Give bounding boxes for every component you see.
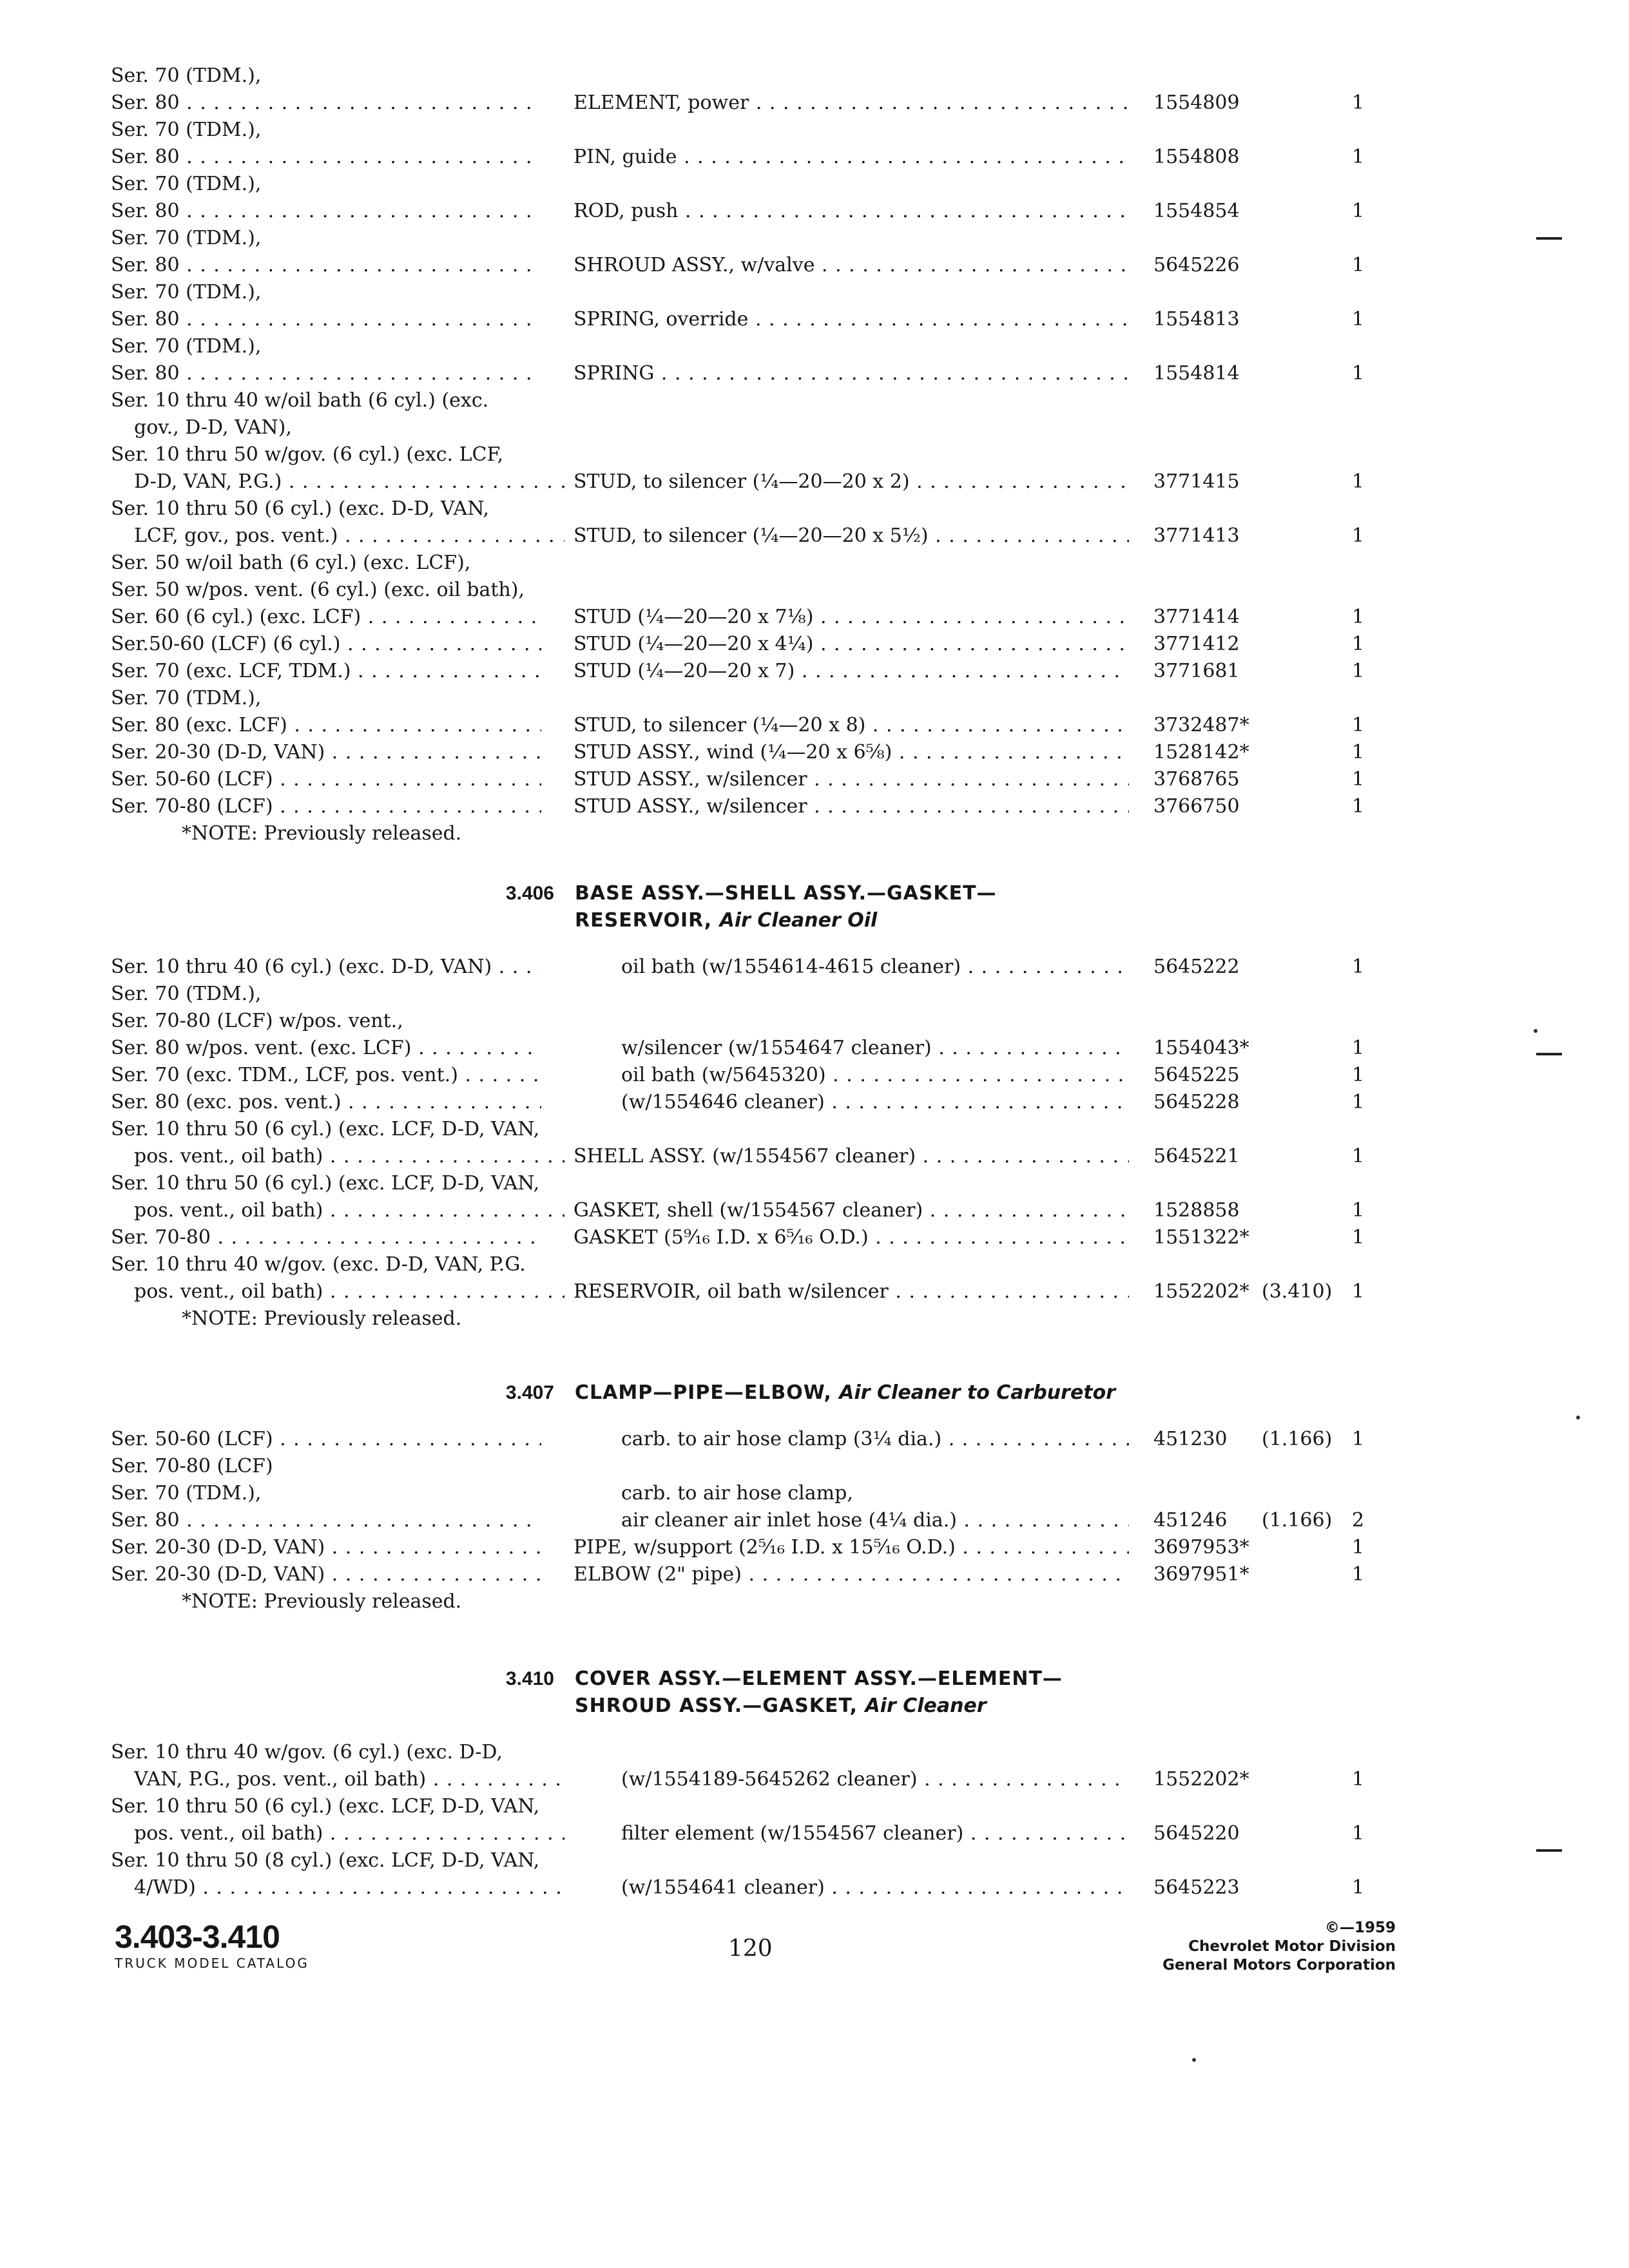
part-description: (w/1554646 cleaner) . . . xyxy=(621,1089,1129,1116)
applicability-line: Ser. 70 (TDM.), xyxy=(111,173,262,195)
scan-speck xyxy=(1192,2058,1196,2062)
part-number: 1528858 xyxy=(1153,1199,1240,1222)
applicability-line: Ser. 10 thru 50 (8 cyl.) (exc. LCF, D-D, VAN, xyxy=(111,1849,540,1872)
section-number: 3.410 xyxy=(505,1668,554,1689)
quantity: 1 xyxy=(1352,362,1365,385)
applicability-line: Ser.50-60 (LCF) (6 cyl.) . . . xyxy=(111,631,541,658)
quantity: 1 xyxy=(1352,1064,1365,1086)
quantity: 1 xyxy=(1352,1768,1365,1791)
section-title xyxy=(575,880,997,907)
part-description: STUD, to silencer (¼—20—20 x 5½) . . . xyxy=(574,523,1129,550)
footnote: *NOTE: Previously released. xyxy=(182,1590,462,1613)
page-number: 120 xyxy=(728,1936,773,1962)
part-description: STUD ASSY., w/silencer . . . xyxy=(574,766,1129,793)
part-description: ROD, push . . . xyxy=(574,198,1129,225)
part-number: 3768765 xyxy=(1153,768,1240,791)
applicability-line: Ser. 50 w/oil bath (6 cyl.) (exc. LCF), xyxy=(111,552,471,574)
quantity: 1 xyxy=(1352,1037,1365,1059)
quantity: 1 xyxy=(1352,91,1365,114)
section-title-line2 xyxy=(575,907,877,934)
part-description-prefix: carb. to air hose clamp, xyxy=(621,1482,853,1504)
applicability-line: Ser. 80 . . . xyxy=(111,90,541,117)
footnote: *NOTE: Previously released. xyxy=(182,822,462,845)
quantity: 1 xyxy=(1352,1145,1365,1168)
scan-edge-mark xyxy=(1536,1053,1562,1055)
reference-number: (3.410) xyxy=(1262,1280,1333,1303)
applicability-line: Ser. 50-60 (LCF) . . . xyxy=(111,766,541,793)
part-description: oil bath (w/1554614-4615 cleaner) . . . xyxy=(621,954,1129,981)
part-description: STUD ASSY., wind (¼—20 x 6⅝) . . . xyxy=(574,739,1129,766)
applicability-line: Ser. 70 (TDM.), xyxy=(111,64,262,87)
applicability-line: LCF, gov., pos. vent.) . . . xyxy=(111,523,564,550)
quantity: 1 xyxy=(1352,1822,1365,1845)
applicability-line: Ser. 10 thru 50 (6 cyl.) (exc. LCF, D-D, VAN, xyxy=(111,1118,540,1140)
footnote: *NOTE: Previously released. xyxy=(182,1307,462,1330)
part-number: 3732487* xyxy=(1153,714,1249,736)
reference-number: (1.166) xyxy=(1262,1428,1333,1450)
section-title-subject: Air Cleaner Oil xyxy=(719,909,878,932)
part-description: air cleaner air inlet hose (4¼ dia.) . . . xyxy=(621,1507,1129,1534)
applicability-line: Ser. 50-60 (LCF) . . . xyxy=(111,1426,541,1453)
quantity: 1 xyxy=(1352,1876,1365,1899)
part-number: 5645228 xyxy=(1153,1091,1240,1113)
applicability-line: Ser. 10 thru 40 w/gov. (exc. D-D, VAN, P.G. xyxy=(111,1253,526,1276)
part-number: 3771681 xyxy=(1153,660,1240,682)
part-number: 451246 xyxy=(1153,1509,1228,1532)
applicability-line: Ser. 80 . . . xyxy=(111,306,541,333)
part-number: 5645221 xyxy=(1153,1145,1240,1168)
applicability-line: Ser. 80 . . . xyxy=(111,360,541,387)
section-title-text: BASE ASSY.—SHELL ASSY.—GASKET— xyxy=(575,882,997,905)
reference-number: (1.166) xyxy=(1262,1509,1333,1532)
applicability-line: Ser. 70 (TDM.), xyxy=(111,335,262,358)
quantity: 1 xyxy=(1352,200,1365,222)
part-number: 3697953* xyxy=(1153,1536,1249,1559)
applicability-line: pos. vent., oil bath) . . . xyxy=(111,1820,564,1847)
applicability-line: Ser. 10 thru 50 w/gov. (6 cyl.) (exc. LCF, xyxy=(111,443,504,466)
applicability-line: Ser. 80 . . . xyxy=(111,144,541,171)
part-description: SPRING, override . . . xyxy=(574,306,1129,333)
quantity: 1 xyxy=(1352,1280,1365,1303)
applicability-line: Ser. 70 (exc. TDM., LCF, pos. vent.) . . . xyxy=(111,1062,541,1089)
applicability-line: gov., D-D, VAN), xyxy=(134,416,292,439)
quantity: 1 xyxy=(1352,606,1365,628)
footer-division: Chevrolet Motor Division xyxy=(1188,1938,1396,1955)
applicability-line: Ser. 70 (TDM.), xyxy=(111,983,262,1005)
applicability-line: Ser. 80 w/pos. vent. (exc. LCF) . . . xyxy=(111,1035,541,1062)
section-title xyxy=(575,1379,1115,1407)
quantity: 1 xyxy=(1352,1199,1365,1222)
part-number: 1554809 xyxy=(1153,91,1240,114)
applicability-line: Ser. 70 (TDM.), xyxy=(111,281,262,303)
section-number: 3.406 xyxy=(505,883,554,904)
applicability-line: Ser. 70-80 (LCF) w/pos. vent., xyxy=(111,1010,403,1032)
part-number: 3771413 xyxy=(1153,524,1240,547)
applicability-line: Ser. 80 (exc. LCF) . . . xyxy=(111,712,541,739)
section-title-text: RESERVOIR, xyxy=(575,909,720,932)
applicability-line: Ser. 70 (TDM.), xyxy=(111,119,262,141)
section-title xyxy=(575,1666,1063,1693)
part-description: STUD (¼—20—20 x 4¼) . . . xyxy=(574,631,1129,658)
applicability-line: Ser. 70 (TDM.), xyxy=(111,1482,262,1504)
applicability-line: Ser. 70 (exc. LCF, TDM.) . . . xyxy=(111,658,541,685)
scan-speck xyxy=(1576,1416,1580,1419)
section-title-text: COVER ASSY.—ELEMENT ASSY.—ELEMENT— xyxy=(575,1667,1063,1690)
part-description: SHELL ASSY. (w/1554567 cleaner) . . . xyxy=(574,1143,1129,1170)
footer-corp: General Motors Corporation xyxy=(1162,1957,1396,1974)
quantity: 1 xyxy=(1352,714,1365,736)
quantity: 1 xyxy=(1352,308,1365,331)
part-description: SPRING . . . xyxy=(574,360,1129,387)
section-title-subject: Air Cleaner xyxy=(865,1695,987,1717)
footer-catalog-name: TRUCK MODEL CATALOG xyxy=(115,1956,309,1971)
part-description: GASKET, shell (w/1554567 cleaner) . . . xyxy=(574,1197,1129,1224)
part-description: SHROUD ASSY., w/valve . . . xyxy=(574,252,1129,279)
applicability-line: Ser. 80 . . . xyxy=(111,1507,541,1534)
applicability-line: Ser. 70-80 (LCF) xyxy=(111,1455,273,1477)
quantity: 1 xyxy=(1352,254,1365,276)
part-description: ELBOW (2" pipe) . . . xyxy=(574,1561,1129,1588)
quantity: 1 xyxy=(1352,741,1365,764)
scan-edge-mark xyxy=(1536,1849,1562,1852)
applicability-line: VAN, P.G., pos. vent., oil bath) . . . xyxy=(111,1766,564,1793)
quantity: 1 xyxy=(1352,1428,1365,1450)
section-title-text: SHROUD ASSY.—GASKET, xyxy=(575,1695,865,1717)
part-number: 5645220 xyxy=(1153,1822,1240,1845)
scan-edge-mark xyxy=(1536,237,1562,240)
part-number: 1552202* xyxy=(1153,1768,1249,1791)
scan-speck xyxy=(1534,1029,1537,1033)
applicability-line: Ser. 80 . . . xyxy=(111,252,541,279)
quantity: 1 xyxy=(1352,1226,1365,1249)
part-description: (w/1554189-5645262 cleaner) . . . xyxy=(621,1766,1129,1793)
applicability-line: D-D, VAN, P.G.) . . . xyxy=(111,468,564,495)
quantity: 1 xyxy=(1352,470,1365,493)
applicability-line: pos. vent., oil bath) . . . xyxy=(111,1143,564,1170)
part-number: 1554814 xyxy=(1153,362,1240,385)
part-description: PIPE, w/support (2⁵⁄₁₆ I.D. x 15⁵⁄₁₆ O.D.) . . . xyxy=(574,1534,1129,1561)
part-number: 451230 xyxy=(1153,1428,1228,1450)
part-description: (w/1554641 cleaner) . . . xyxy=(621,1874,1129,1901)
applicability-line: Ser. 10 thru 50 (6 cyl.) (exc. D-D, VAN, xyxy=(111,497,490,520)
part-description: STUD (¼—20—20 x 7) . . . xyxy=(574,658,1129,685)
footer-section-range: 3.403-3.410 xyxy=(115,1919,280,1955)
applicability-line: Ser. 20-30 (D-D, VAN) . . . xyxy=(111,1561,541,1588)
part-description: STUD ASSY., w/silencer . . . xyxy=(574,793,1129,820)
quantity: 1 xyxy=(1352,146,1365,168)
quantity: 1 xyxy=(1352,1536,1365,1559)
part-number: 1552202* xyxy=(1153,1280,1249,1303)
part-number: 3697951* xyxy=(1153,1563,1249,1586)
quantity: 1 xyxy=(1352,795,1365,818)
quantity: 1 xyxy=(1352,660,1365,682)
applicability-line: Ser. 10 thru 40 w/oil bath (6 cyl.) (exc. xyxy=(111,389,489,412)
part-number: 5645222 xyxy=(1153,956,1240,978)
quantity: 1 xyxy=(1352,633,1365,655)
applicability-line: Ser. 10 thru 40 w/gov. (6 cyl.) (exc. D-D, xyxy=(111,1741,503,1763)
applicability-line: Ser. 70-80 . . . xyxy=(111,1224,541,1251)
part-number: 1554043* xyxy=(1153,1037,1249,1059)
part-description: RESERVOIR, oil bath w/silencer . . . xyxy=(574,1278,1129,1305)
applicability-line: Ser. 80 . . . xyxy=(111,198,541,225)
part-number: 1528142* xyxy=(1153,741,1249,764)
part-number: 1554854 xyxy=(1153,200,1240,222)
part-description: STUD, to silencer (¼—20 x 8) . . . xyxy=(574,712,1129,739)
applicability-line: Ser. 50 w/pos. vent. (6 cyl.) (exc. oil bath), xyxy=(111,579,525,601)
applicability-line: 4/WD) . . . xyxy=(111,1874,564,1901)
footer-publisher xyxy=(1162,1919,1396,1975)
part-number: 1551322* xyxy=(1153,1226,1249,1249)
quantity: 1 xyxy=(1352,524,1365,547)
part-description: oil bath (w/5645320) . . . xyxy=(621,1062,1129,1089)
part-description: w/silencer (w/1554647 cleaner) . . . xyxy=(621,1035,1129,1062)
applicability-line: Ser. 80 (exc. pos. vent.) . . . xyxy=(111,1089,541,1116)
part-description: PIN, guide . . . xyxy=(574,144,1129,171)
quantity: 1 xyxy=(1352,1563,1365,1586)
quantity: 1 xyxy=(1352,956,1365,978)
part-description: STUD, to silencer (¼—20—20 x 2) . . . xyxy=(574,468,1129,495)
applicability-line: Ser. 10 thru 50 (6 cyl.) (exc. LCF, D-D, VAN, xyxy=(111,1795,540,1818)
part-number: 5645226 xyxy=(1153,254,1240,276)
section-number: 3.407 xyxy=(505,1382,554,1403)
part-number: 5645225 xyxy=(1153,1064,1240,1086)
footer-catalog-id xyxy=(115,1919,309,1972)
part-number: 3771415 xyxy=(1153,470,1240,493)
section-title-text: CLAMP—PIPE—ELBOW, xyxy=(575,1381,840,1404)
applicability-line: pos. vent., oil bath) . . . xyxy=(111,1197,564,1224)
applicability-line: Ser. 70 (TDM.), xyxy=(111,687,262,709)
part-number: 5645223 xyxy=(1153,1876,1240,1899)
part-number: 3771414 xyxy=(1153,606,1240,628)
part-number: 1554813 xyxy=(1153,308,1240,331)
part-number: 3771412 xyxy=(1153,633,1240,655)
part-number: 3766750 xyxy=(1153,795,1240,818)
part-description: ELEMENT, power . . . xyxy=(574,90,1129,117)
quantity: 1 xyxy=(1352,768,1365,791)
part-description: STUD (¼—20—20 x 7⅛) . . . xyxy=(574,604,1129,631)
quantity: 2 xyxy=(1352,1509,1365,1532)
applicability-line: Ser. 20-30 (D-D, VAN) . . . xyxy=(111,739,541,766)
applicability-line: Ser. 70-80 (LCF) . . . xyxy=(111,793,541,820)
applicability-line: Ser. 60 (6 cyl.) (exc. LCF) . . . xyxy=(111,604,541,631)
applicability-line: pos. vent., oil bath) . . . xyxy=(111,1278,564,1305)
part-description: filter element (w/1554567 cleaner) . . . xyxy=(621,1820,1129,1847)
section-title-subject: Air Cleaner to Carburetor xyxy=(839,1381,1116,1404)
quantity: 1 xyxy=(1352,1091,1365,1113)
applicability-line: Ser. 20-30 (D-D, VAN) . . . xyxy=(111,1534,541,1561)
section-title-line2 xyxy=(575,1693,987,1720)
part-description: GASKET (5⁹⁄₁₆ I.D. x 6⁵⁄₁₆ O.D.) . . . xyxy=(574,1224,1129,1251)
part-description: carb. to air hose clamp (3¼ dia.) . . . xyxy=(621,1426,1129,1453)
applicability-line: Ser. 10 thru 40 (6 cyl.) (exc. D-D, VAN) . . . xyxy=(111,954,541,981)
part-number: 1554808 xyxy=(1153,146,1240,168)
footer-copyright: ©—1959 xyxy=(1324,1919,1396,1936)
applicability-line: Ser. 10 thru 50 (6 cyl.) (exc. LCF, D-D, VAN, xyxy=(111,1172,540,1195)
applicability-line: Ser. 70 (TDM.), xyxy=(111,227,262,249)
